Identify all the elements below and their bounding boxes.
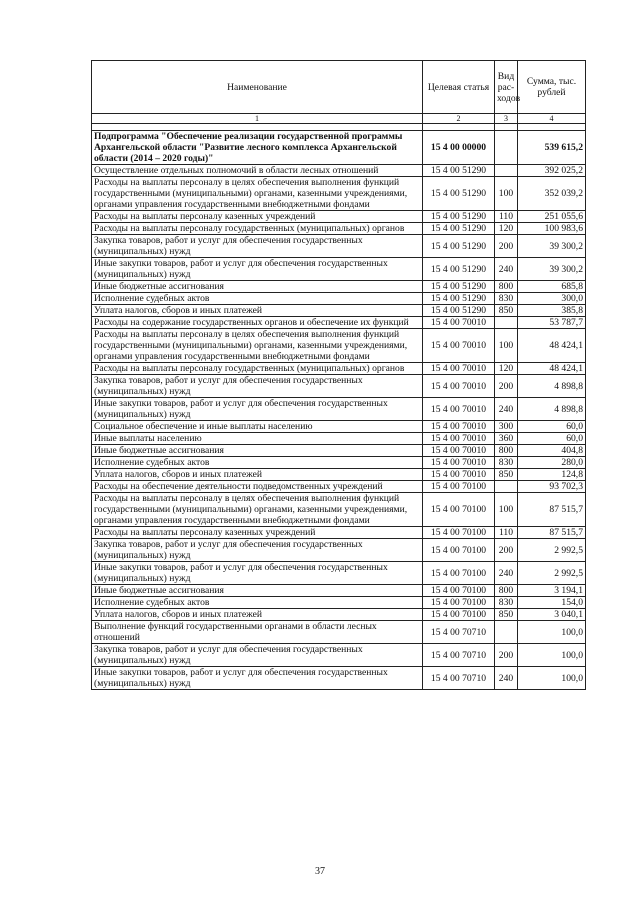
budget-table bbox=[91, 60, 586, 690]
row-expense-type-cell: 200 bbox=[495, 235, 518, 258]
row-expense-type-cell bbox=[495, 317, 518, 329]
row-name-cell: Иные закупки товаров, работ и услуг для обеспечения государственных (муниципальных) нужд bbox=[92, 562, 423, 585]
table-row bbox=[92, 421, 586, 433]
header-sum: Сумма, тыс. рублей bbox=[518, 61, 586, 114]
table-row bbox=[92, 223, 586, 235]
table-row bbox=[92, 177, 586, 211]
row-name-cell: Расходы на обеспечение деятельности подведомственных учреждений bbox=[92, 481, 423, 493]
row-sum-cell: 4 898,8 bbox=[518, 398, 586, 421]
table-row bbox=[92, 329, 586, 363]
table-row bbox=[92, 293, 586, 305]
spacer-cell bbox=[518, 124, 586, 131]
row-name-cell: Расходы на содержание государственных органов и обеспечение их функций bbox=[92, 317, 423, 329]
row-expense-type-cell: 240 bbox=[495, 398, 518, 421]
row-target-article-cell: 15 4 00 70010 bbox=[423, 445, 495, 457]
row-name-cell: Социальное обеспечение и иные выплаты населению bbox=[92, 421, 423, 433]
row-expense-type-cell: 830 bbox=[495, 293, 518, 305]
row-name-cell: Выполнение функций государственными органами в области лесных отношений bbox=[92, 621, 423, 644]
table-row bbox=[92, 317, 586, 329]
row-target-article-cell: 15 4 00 70710 bbox=[423, 667, 495, 690]
row-expense-type-cell: 200 bbox=[495, 644, 518, 667]
table-row bbox=[92, 363, 586, 375]
row-expense-type-cell: 240 bbox=[495, 667, 518, 690]
row-target-article-cell: 15 4 00 70100 bbox=[423, 493, 495, 527]
row-name-cell: Расходы на выплаты персоналу государственных (муниципальных) органов bbox=[92, 223, 423, 235]
row-expense-type-cell bbox=[495, 481, 518, 493]
column-number: 1 bbox=[92, 114, 423, 124]
row-target-article-cell: 15 4 00 51290 bbox=[423, 177, 495, 211]
row-sum-cell: 251 055,6 bbox=[518, 211, 586, 223]
row-expense-type-cell: 800 bbox=[495, 281, 518, 293]
row-sum-cell: 100 983,6 bbox=[518, 223, 586, 235]
column-number: 2 bbox=[423, 114, 495, 124]
table-row bbox=[92, 433, 586, 445]
table-row bbox=[92, 609, 586, 621]
table-row bbox=[92, 457, 586, 469]
row-name-cell: Подпрограмма "Обеспечение реализации государственной программы Архангельской области "Развитие лесного комплекса Архангельской области (2014 – 2020 годы)" bbox=[92, 131, 423, 165]
header-name: Наименование bbox=[92, 61, 423, 114]
table-row bbox=[92, 644, 586, 667]
table-row bbox=[92, 481, 586, 493]
row-expense-type-cell bbox=[495, 165, 518, 177]
row-sum-cell: 3 194,1 bbox=[518, 585, 586, 597]
spacer-cell bbox=[423, 124, 495, 131]
row-target-article-cell: 15 4 00 51290 bbox=[423, 165, 495, 177]
row-name-cell: Расходы на выплаты персоналу казенных учреждений bbox=[92, 211, 423, 223]
row-name-cell: Иные выплаты населению bbox=[92, 433, 423, 445]
table-row bbox=[92, 585, 586, 597]
row-name-cell: Иные закупки товаров, работ и услуг для обеспечения государственных (муниципальных) нужд bbox=[92, 398, 423, 421]
row-name-cell: Закупка товаров, работ и услуг для обеспечения государственных (муниципальных) нужд bbox=[92, 375, 423, 398]
row-sum-cell: 404,8 bbox=[518, 445, 586, 457]
row-sum-cell: 53 787,7 bbox=[518, 317, 586, 329]
row-expense-type-cell: 850 bbox=[495, 305, 518, 317]
row-target-article-cell: 15 4 00 70010 bbox=[423, 329, 495, 363]
row-sum-cell: 2 992,5 bbox=[518, 562, 586, 585]
column-number: 3 bbox=[495, 114, 518, 124]
row-target-article-cell: 15 4 00 70100 bbox=[423, 562, 495, 585]
table-row bbox=[92, 621, 586, 644]
row-target-article-cell: 15 4 00 00000 bbox=[423, 131, 495, 165]
row-sum-cell: 93 702,3 bbox=[518, 481, 586, 493]
row-sum-cell: 60,0 bbox=[518, 421, 586, 433]
row-sum-cell: 685,8 bbox=[518, 281, 586, 293]
row-expense-type-cell: 100 bbox=[495, 493, 518, 527]
row-target-article-cell: 15 4 00 51290 bbox=[423, 305, 495, 317]
column-number-row bbox=[92, 114, 586, 124]
row-expense-type-cell: 100 bbox=[495, 329, 518, 363]
row-name-cell: Расходы на выплаты персоналу казенных учреждений bbox=[92, 527, 423, 539]
spacer-row bbox=[92, 124, 586, 131]
table-row bbox=[92, 493, 586, 527]
row-name-cell: Иные бюджетные ассигнования bbox=[92, 281, 423, 293]
row-name-cell: Расходы на выплаты персоналу в целях обеспечения выполнения функций государственными (муниципальными) органами, казенными учреждениями, органами управления государственными внебюджетными фондами bbox=[92, 177, 423, 211]
row-expense-type-cell bbox=[495, 621, 518, 644]
row-name-cell: Иные закупки товаров, работ и услуг для обеспечения государственных (муниципальных) нужд bbox=[92, 258, 423, 281]
row-target-article-cell: 15 4 00 70010 bbox=[423, 469, 495, 481]
column-number: 4 bbox=[518, 114, 586, 124]
row-target-article-cell: 15 4 00 70100 bbox=[423, 481, 495, 493]
row-target-article-cell: 15 4 00 51290 bbox=[423, 293, 495, 305]
row-expense-type-cell: 240 bbox=[495, 562, 518, 585]
row-target-article-cell: 15 4 00 70010 bbox=[423, 317, 495, 329]
row-name-cell: Иные бюджетные ассигнования bbox=[92, 445, 423, 457]
row-target-article-cell: 15 4 00 70100 bbox=[423, 597, 495, 609]
table-row bbox=[92, 211, 586, 223]
row-sum-cell: 87 515,7 bbox=[518, 493, 586, 527]
row-sum-cell: 87 515,7 bbox=[518, 527, 586, 539]
table-row bbox=[92, 165, 586, 177]
row-expense-type-cell: 200 bbox=[495, 539, 518, 562]
row-target-article-cell: 15 4 00 70100 bbox=[423, 609, 495, 621]
table-row bbox=[92, 281, 586, 293]
row-sum-cell: 100,0 bbox=[518, 621, 586, 644]
row-target-article-cell: 15 4 00 70710 bbox=[423, 621, 495, 644]
row-name-cell: Уплата налогов, сборов и иных платежей bbox=[92, 305, 423, 317]
row-name-cell: Исполнение судебных актов bbox=[92, 293, 423, 305]
row-expense-type-cell bbox=[495, 131, 518, 165]
page-number: 37 bbox=[315, 866, 325, 877]
row-name-cell: Закупка товаров, работ и услуг для обеспечения государственных (муниципальных) нужд bbox=[92, 644, 423, 667]
row-target-article-cell: 15 4 00 70010 bbox=[423, 433, 495, 445]
row-expense-type-cell: 100 bbox=[495, 177, 518, 211]
row-expense-type-cell: 830 bbox=[495, 457, 518, 469]
row-expense-type-cell: 120 bbox=[495, 363, 518, 375]
table-row bbox=[92, 398, 586, 421]
row-expense-type-cell: 110 bbox=[495, 527, 518, 539]
row-expense-type-cell: 300 bbox=[495, 421, 518, 433]
row-name-cell: Расходы на выплаты персоналу в целях обеспечения выполнения функций государственными (муниципальными) органами, казенными учреждениями, органами управления государственными внебюджетными фондами bbox=[92, 329, 423, 363]
table-row bbox=[92, 469, 586, 481]
row-sum-cell: 4 898,8 bbox=[518, 375, 586, 398]
row-expense-type-cell: 360 bbox=[495, 433, 518, 445]
row-target-article-cell: 15 4 00 70100 bbox=[423, 527, 495, 539]
row-target-article-cell: 15 4 00 70710 bbox=[423, 644, 495, 667]
row-expense-type-cell: 830 bbox=[495, 597, 518, 609]
row-sum-cell: 385,8 bbox=[518, 305, 586, 317]
table-row bbox=[92, 597, 586, 609]
table-row bbox=[92, 667, 586, 690]
row-target-article-cell: 15 4 00 70010 bbox=[423, 398, 495, 421]
row-name-cell: Расходы на выплаты персоналу в целях обеспечения выполнения функций государственными (муниципальными) органами, казенными учреждениями, органами управления государственными внебюджетными фондами bbox=[92, 493, 423, 527]
row-name-cell: Закупка товаров, работ и услуг для обеспечения государственных (муниципальных) нужд bbox=[92, 539, 423, 562]
header-target-article: Целевая статья bbox=[423, 61, 495, 114]
row-target-article-cell: 15 4 00 70100 bbox=[423, 539, 495, 562]
row-expense-type-cell: 200 bbox=[495, 375, 518, 398]
row-sum-cell: 392 025,2 bbox=[518, 165, 586, 177]
header-expense-type: Вид рас-ходов bbox=[495, 61, 518, 114]
row-sum-cell: 100,0 bbox=[518, 667, 586, 690]
table-row bbox=[92, 445, 586, 457]
row-name-cell: Закупка товаров, работ и услуг для обеспечения государственных (муниципальных) нужд bbox=[92, 235, 423, 258]
row-expense-type-cell: 240 bbox=[495, 258, 518, 281]
row-target-article-cell: 15 4 00 51290 bbox=[423, 235, 495, 258]
row-expense-type-cell: 120 bbox=[495, 223, 518, 235]
table-header-row bbox=[92, 61, 586, 114]
row-expense-type-cell: 850 bbox=[495, 609, 518, 621]
row-target-article-cell: 15 4 00 51290 bbox=[423, 281, 495, 293]
row-expense-type-cell: 800 bbox=[495, 585, 518, 597]
row-sum-cell: 2 992,5 bbox=[518, 539, 586, 562]
row-name-cell: Уплата налогов, сборов и иных платежей bbox=[92, 609, 423, 621]
spacer-cell bbox=[495, 124, 518, 131]
row-sum-cell: 352 039,2 bbox=[518, 177, 586, 211]
table-row bbox=[92, 375, 586, 398]
row-target-article-cell: 15 4 00 51290 bbox=[423, 223, 495, 235]
row-name-cell: Иные закупки товаров, работ и услуг для обеспечения государственных (муниципальных) нужд bbox=[92, 667, 423, 690]
spacer-cell bbox=[92, 124, 423, 131]
row-name-cell: Осуществление отдельных полномочий в области лесных отношений bbox=[92, 165, 423, 177]
table-row bbox=[92, 131, 586, 165]
row-sum-cell: 48 424,1 bbox=[518, 363, 586, 375]
row-target-article-cell: 15 4 00 70010 bbox=[423, 421, 495, 433]
row-target-article-cell: 15 4 00 70010 bbox=[423, 375, 495, 398]
row-sum-cell: 300,0 bbox=[518, 293, 586, 305]
table-row bbox=[92, 562, 586, 585]
row-sum-cell: 154,0 bbox=[518, 597, 586, 609]
row-sum-cell: 3 040,1 bbox=[518, 609, 586, 621]
row-sum-cell: 124,8 bbox=[518, 469, 586, 481]
table-row bbox=[92, 258, 586, 281]
row-name-cell: Уплата налогов, сборов и иных платежей bbox=[92, 469, 423, 481]
row-expense-type-cell: 110 bbox=[495, 211, 518, 223]
row-expense-type-cell: 850 bbox=[495, 469, 518, 481]
row-name-cell: Иные бюджетные ассигнования bbox=[92, 585, 423, 597]
row-name-cell: Исполнение судебных актов bbox=[92, 457, 423, 469]
row-target-article-cell: 15 4 00 70010 bbox=[423, 363, 495, 375]
row-sum-cell: 39 300,2 bbox=[518, 258, 586, 281]
row-expense-type-cell: 800 bbox=[495, 445, 518, 457]
row-sum-cell: 280,0 bbox=[518, 457, 586, 469]
row-target-article-cell: 15 4 00 70010 bbox=[423, 457, 495, 469]
row-name-cell: Расходы на выплаты персоналу государственных (муниципальных) органов bbox=[92, 363, 423, 375]
table-row bbox=[92, 527, 586, 539]
row-sum-cell: 60,0 bbox=[518, 433, 586, 445]
table-row bbox=[92, 305, 586, 317]
row-sum-cell: 48 424,1 bbox=[518, 329, 586, 363]
row-sum-cell: 39 300,2 bbox=[518, 235, 586, 258]
row-target-article-cell: 15 4 00 70100 bbox=[423, 585, 495, 597]
row-target-article-cell: 15 4 00 51290 bbox=[423, 258, 495, 281]
row-sum-cell: 100,0 bbox=[518, 644, 586, 667]
table-row bbox=[92, 235, 586, 258]
table-row bbox=[92, 539, 586, 562]
row-sum-cell: 539 615,2 bbox=[518, 131, 586, 165]
row-name-cell: Исполнение судебных актов bbox=[92, 597, 423, 609]
row-target-article-cell: 15 4 00 51290 bbox=[423, 211, 495, 223]
